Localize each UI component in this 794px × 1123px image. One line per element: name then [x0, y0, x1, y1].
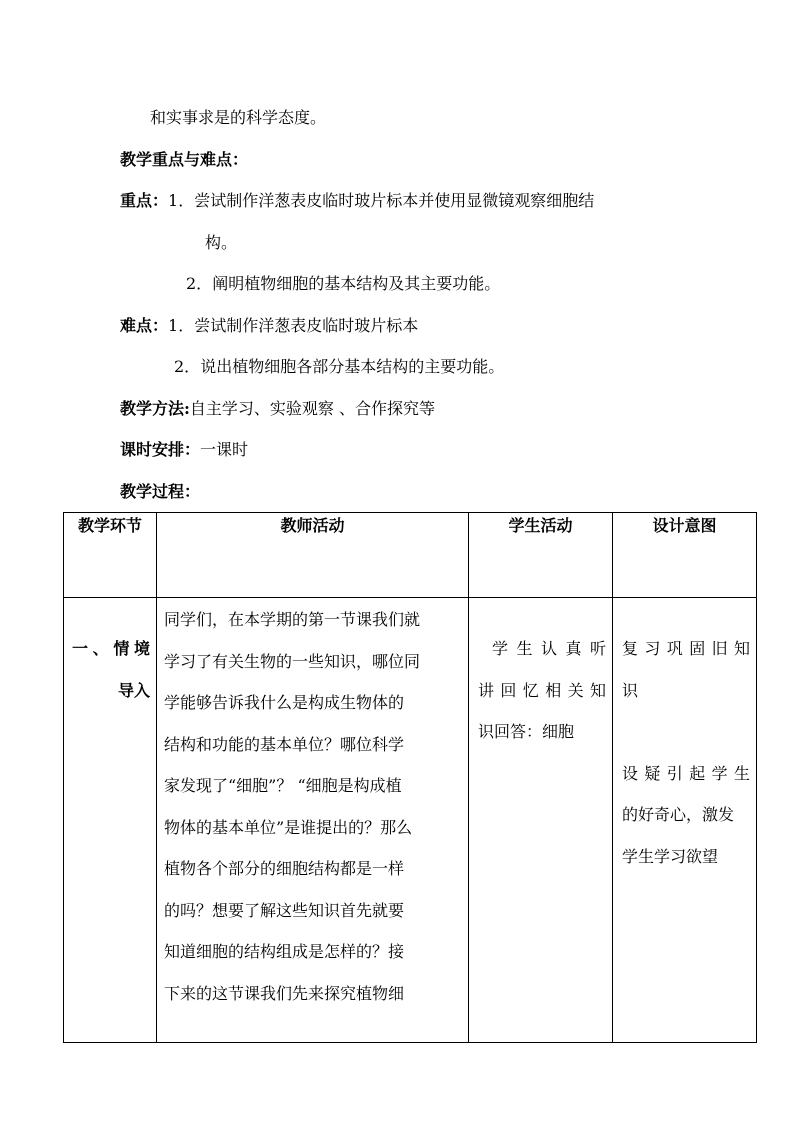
key-point-1-text: 尝试制作洋葱表皮临时玻片标本并使用显微镜观察细胞结 — [194, 191, 595, 210]
key-difficult-heading: 教学重点与难点： — [120, 150, 249, 169]
intent-line: 复习巩固旧知 — [622, 639, 750, 658]
student-line: 学生认真听 — [492, 639, 606, 658]
intent-line: 设疑引起学生 — [622, 763, 750, 783]
difficult-point-1 — [120, 316, 418, 336]
teacher-line: 的吗？想要了解这些知识首先就要 — [164, 900, 405, 920]
difficult-point-2 — [174, 357, 504, 377]
header-stage: 教学环节 — [64, 513, 157, 598]
difficult-point-2-num: 2． — [174, 357, 201, 376]
teaching-method — [120, 399, 435, 419]
student-line: 讲回忆相关知 — [478, 680, 606, 700]
attitude-line: 和实事求是的科学态度。 — [150, 108, 327, 127]
process-heading: 教学过程： — [120, 482, 201, 501]
table-row — [64, 598, 757, 1043]
student-line: 识回答：细胞 — [478, 722, 575, 741]
key-point-1-num: 1． — [168, 191, 195, 210]
key-point-1-continued: 构。 — [205, 233, 238, 252]
intent-line: 识 — [622, 680, 639, 700]
teacher-line: 家发现了“细胞”？ “细胞是构成植 — [164, 776, 402, 795]
intent-line: 的好奇心，激发 — [622, 805, 735, 824]
table-header-row — [64, 513, 757, 598]
teacher-line: 结构和功能的基本单位？哪位科学 — [164, 734, 405, 754]
student-activity-cell — [469, 598, 613, 1043]
teacher-line: 同学们，在本学期的第一节课我们就 — [164, 610, 421, 629]
stage-cell — [64, 598, 157, 1043]
header-design-intent: 设计意图 — [613, 513, 757, 598]
lesson-process-table — [63, 512, 757, 1043]
design-intent-cell — [613, 598, 757, 1043]
teacher-line: 植物各个部分的细胞结构都是一样 — [164, 859, 405, 878]
teacher-activity-cell — [157, 598, 469, 1043]
teacher-line: 物体的基本单位”是谁提出的？那么 — [164, 817, 413, 837]
class-schedule-value: 一课时 — [200, 440, 249, 459]
key-point-2-num: 2． — [186, 274, 213, 293]
teacher-line: 知道细胞的结构组成是怎样的？接 — [164, 942, 405, 961]
header-student-activity: 学生活动 — [469, 513, 613, 598]
teaching-method-label: 教学方法: — [120, 399, 190, 418]
difficult-points-label: 难点： — [120, 316, 169, 335]
teacher-line: 学习了有关生物的一些知识，哪位同 — [164, 651, 421, 671]
intent-spacer — [622, 711, 750, 753]
teacher-line: 下来的这节课我们先来探究植物细 — [164, 983, 405, 1003]
class-schedule-label: 课时安排： — [120, 440, 201, 459]
difficult-point-1-num: 1． — [168, 316, 195, 335]
teaching-method-value: 自主学习、实验观察 、合作探究等 — [189, 399, 436, 418]
teacher-line: 学能够告诉我什么是构成生物体的 — [164, 693, 405, 712]
key-point-2-text: 阐明植物细胞的基本结构及其主要功能。 — [212, 274, 501, 293]
stage-line-1: 一、情境 — [72, 639, 150, 658]
difficult-point-1-text: 尝试制作洋葱表皮临时玻片标本 — [194, 316, 419, 335]
class-schedule — [120, 440, 248, 460]
difficult-point-2-text: 说出植物细胞各部分基本结构的主要功能。 — [200, 357, 505, 376]
key-points-label: 重点： — [120, 191, 169, 210]
stage-line-2: 导入 — [117, 680, 150, 700]
header-teacher-activity: 教师活动 — [157, 513, 469, 598]
intent-line: 学生学习欲望 — [622, 846, 719, 866]
key-point-2 — [186, 274, 500, 294]
key-point-1 — [120, 191, 594, 211]
